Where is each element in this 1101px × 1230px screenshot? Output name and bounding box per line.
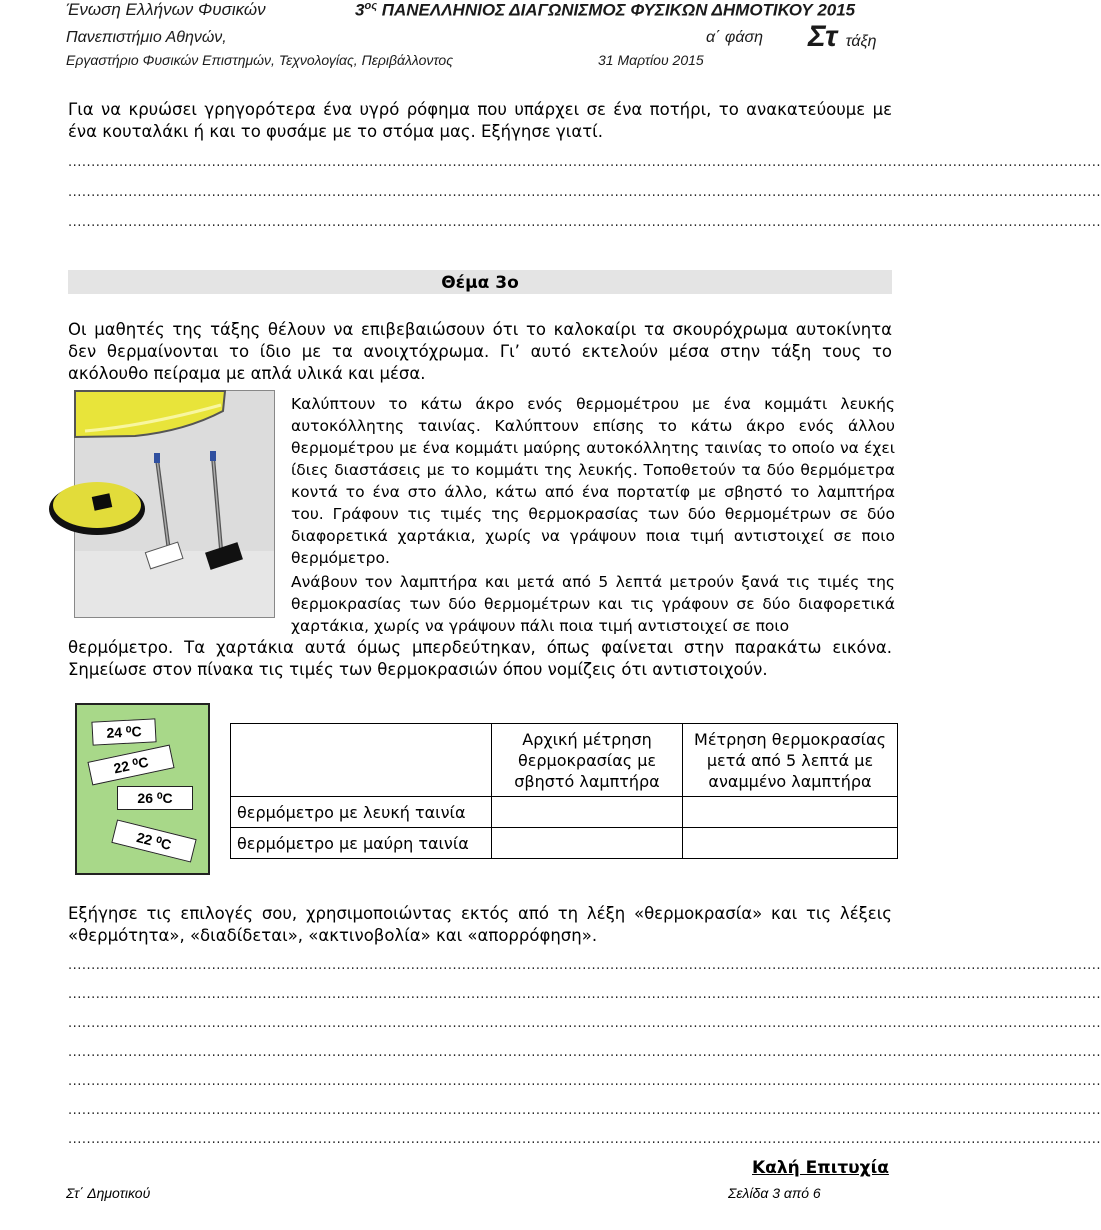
answer-line: ............................................................................................................................................................................................................................... [68, 1016, 1101, 1031]
table-header-row [231, 724, 898, 797]
question-intro: Για να κρυώσει γρηγορότερα ένα υγρό ρόφημα που υπάρχει σε ένα ποτήρι, το ανακατεύουμε με ένα κουταλάκι ή και το φυσάμε με το στόμα μας. Εξήγησε γιατί. [68, 100, 892, 141]
theme-title: Θέμα 3ο [68, 270, 892, 294]
temperature-card: 26 ⁰C [117, 786, 193, 810]
row-label-black: θερμόμετρο με μαύρη ταινία [231, 828, 492, 859]
temperature-table [230, 723, 898, 859]
theme-intro: Οι μαθητές της τάξης θέλουν να επιβεβαιώσουν ότι το καλοκαίρι τα σκουρόχρωμα αυτοκίνητα δεν θερμαίνονται το ίδιο με τα ανοιχτόχρωμα. Γι’ αυτό εκτελούν μέσα στην τάξη τους το ακόλουθο πείραμα με απλά υλικά και μέσα. [68, 320, 892, 383]
answer-line: ............................................................................................................................................................................................................................... [68, 958, 1101, 973]
header-date: 31 Μαρτίου 2015 [598, 52, 704, 68]
answer-line: ............................................................................................................................................................................................................................... [68, 185, 1101, 200]
footer-page: Σελίδα 3 από 6 [728, 1185, 821, 1201]
answer-cell[interactable] [683, 797, 898, 828]
header-university: Πανεπιστήμιο Αθηνών, [66, 29, 227, 46]
competition-ordinal: ος [364, 0, 378, 12]
temperature-cards [75, 703, 210, 875]
header-lab: Εργαστήριο Φυσικών Επιστημών, Τεχνολογίας, Περιβάλλοντος [66, 52, 453, 68]
answer-line: ............................................................................................................................................................................................................................... [68, 1103, 1101, 1118]
experiment-photo [74, 390, 275, 618]
answer-line: ............................................................................................................................................................................................................................... [68, 1074, 1101, 1089]
table-header-after: Μέτρηση θερμοκρασίας μετά από 5 λεπτά με αναμμένο λαμπτήρα [683, 724, 898, 797]
table-header-initial: Αρχική μέτρηση θερμοκρασίας με σβηστό λαμπτήρα [492, 724, 683, 797]
procedure-text-2: Ανάβουν τον λαμπτήρα και μετά από 5 λεπτά μετρούν ξανά τις τιμές της θερμοκρασίας των δύο θερμομέτρων και τις γράφουν σε δύο διαφορετικά χαρτάκια, χωρίς να γράψουν πάλι ποια τιμή αντιστοιχεί σε ποιο [291, 573, 895, 635]
table-row [231, 797, 898, 828]
instruction-text: θερμόμετρο. Τα χαρτάκια αυτά όμως μπερδεύτηκαν, όπως φαίνεται στην παρακάτω εικόνα. Σημείωσε στον πίνακα τις τιμές των θερμοκρασιών όπου νομίζεις ότι αντιστοιχούν. [68, 638, 892, 679]
row-label-white: θερμόμετρο με λευκή ταινία [231, 797, 492, 828]
header-phase: α΄ φάση [706, 29, 763, 46]
answer-cell[interactable] [492, 828, 683, 859]
grade-letters: Στ [808, 20, 838, 53]
table-row [231, 828, 898, 859]
header-competition [355, 0, 855, 21]
answer-cell[interactable] [492, 797, 683, 828]
temperature-card: 24 ⁰C [91, 718, 156, 745]
header-org: Ένωση Ελλήνων Φυσικών [66, 0, 266, 19]
competition-title: ΠΑΝΕΛΛΗΝΙΟΣ ΔΙΑΓΩΝΙΣΜΟΣ ΦΥΣΙΚΩΝ ΔΗΜΟΤΙΚΟΥ 2015 [377, 0, 856, 20]
answer-cell[interactable] [683, 828, 898, 859]
explain-instruction: Εξήγησε τις επιλογές σου, χρησιμοποιώντας εκτός από τη λέξη «θερμοκρασία» και τις λέξεις «θερμότητα», «διαδίδεται», «ακτινοβολία» και «απορρόφηση». [68, 904, 892, 945]
procedure-text: Καλύπτουν το κάτω άκρο ενός θερμομέτρου με ένα κομμάτι λευκής αυτοκόλλητης ταινίας. Καλύπτουν επίσης το κάτω άκρο ενός άλλου θερμομέτρου με ένα κομμάτι μαύρης αυτοκόλλητης ταινίας το οποίο να έχει ίδιες διαστάσεις με το κομμάτι της λευκής. Τοποθετούν τα δύο θερμόμετρα κοντά το ένα στο άλλο, κάτω από ένα πορτατίφ με σβηστό το λαμπτήρα του. Γράφουν τις τιμές της θερμοκρασίας των δύο θερμομέτρων σε δύο διαφορετικά χαρτάκια, χωρίς να γράψουν ποια τιμή αντιστοιχεί σε ποιο θερμόμετρο. [291, 395, 895, 567]
answer-line: ............................................................................................................................................................................................................................... [68, 1132, 1101, 1147]
answer-line: ............................................................................................................................................................................................................................... [68, 215, 1101, 230]
temperature-card: 22 ⁰C [111, 819, 196, 862]
header-grade [808, 20, 877, 54]
grade-word: τάξη [845, 33, 877, 50]
table-corner-cell [231, 724, 492, 797]
footer-grade: Στ΄ Δημοτικού [66, 1185, 151, 1201]
good-luck: Καλή Επιτυχία [752, 1158, 889, 1178]
answer-line: ............................................................................................................................................................................................................................... [68, 155, 1101, 170]
temperature-card: 22 ⁰C [87, 745, 174, 786]
answer-line: ............................................................................................................................................................................................................................... [68, 987, 1101, 1002]
answer-line: ............................................................................................................................................................................................................................... [68, 1045, 1101, 1060]
competition-number: 3 [355, 0, 365, 20]
